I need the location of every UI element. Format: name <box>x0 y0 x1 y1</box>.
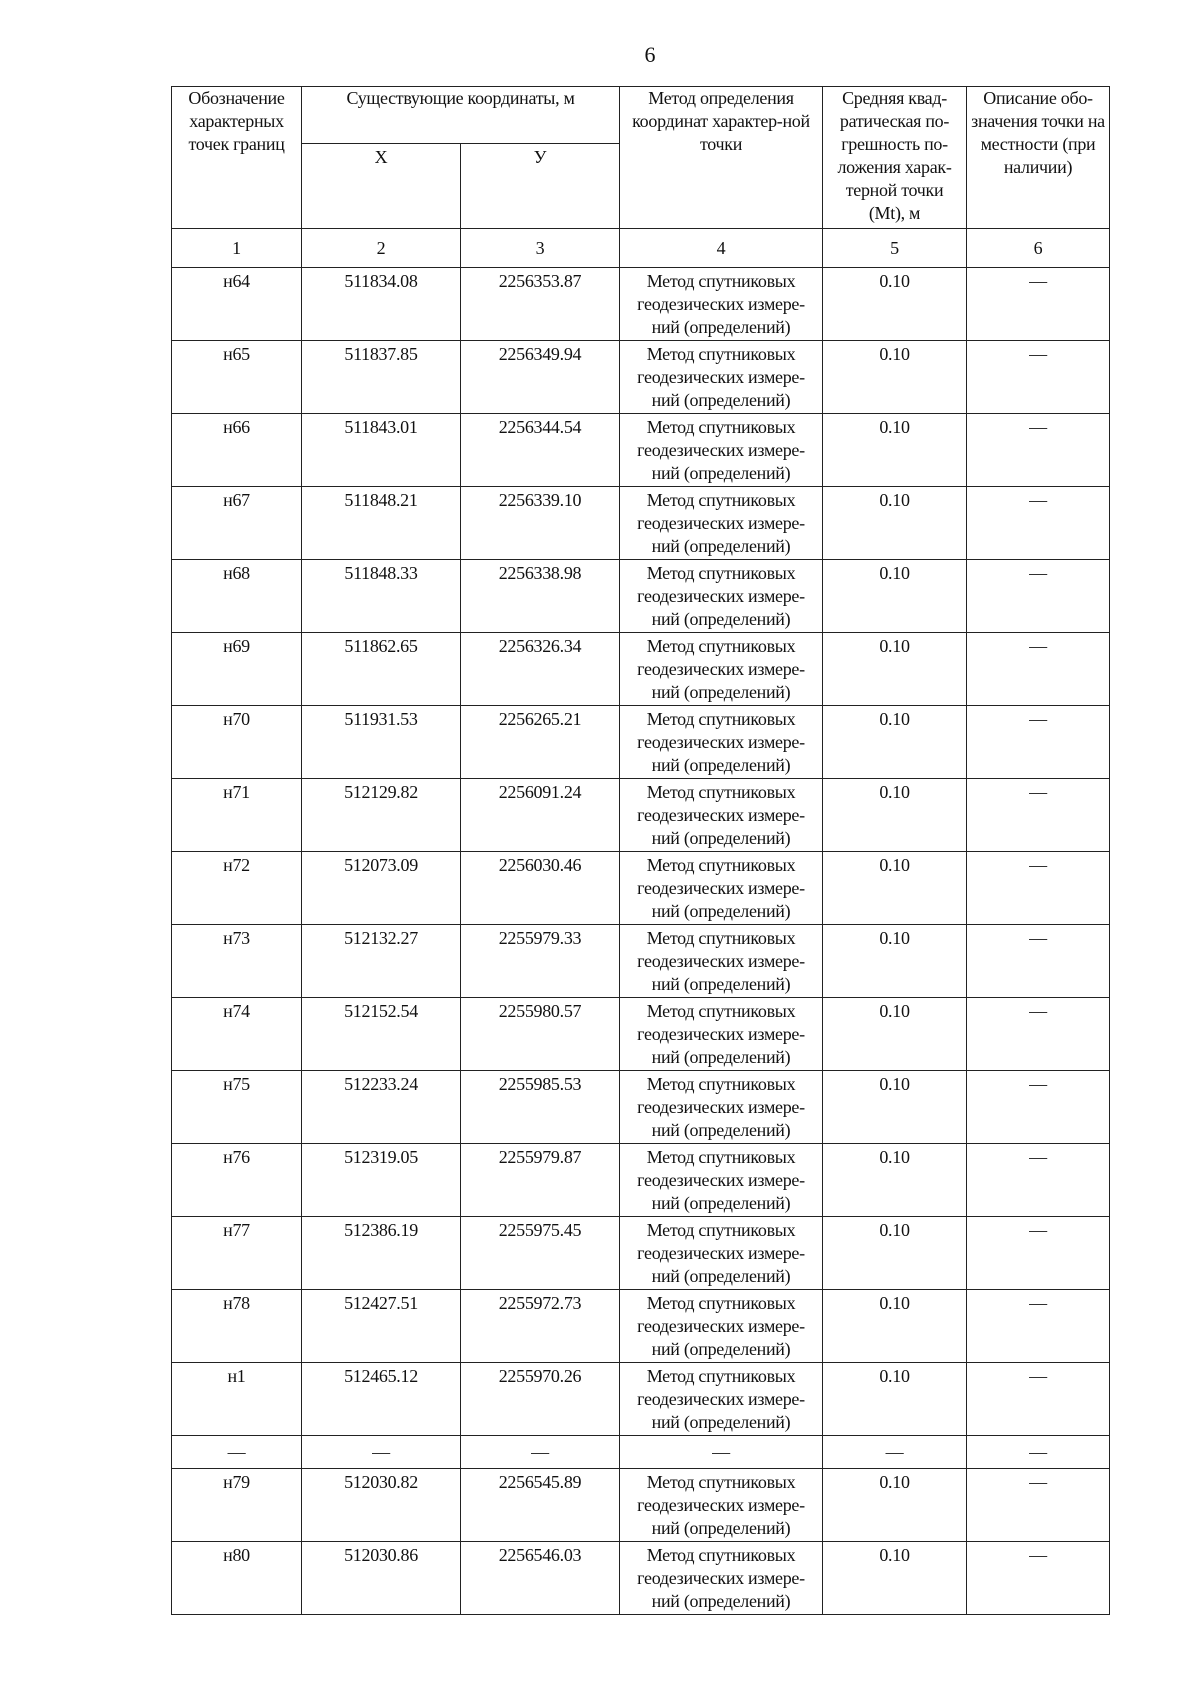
cell-mt: 0.10 <box>823 1469 967 1542</box>
cell-point: н69 <box>172 633 302 706</box>
cell-method: Метод спутниковых геодезических измере-ний (определений) <box>620 487 823 560</box>
cell-method: Метод спутниковых геодезических измере-ний (определений) <box>620 341 823 414</box>
cell-x: 512132.27 <box>302 925 461 998</box>
table-row <box>172 706 1110 779</box>
cell-x: 512465.12 <box>302 1363 461 1436</box>
header-point-designation: Обозначение характерных точек границ <box>172 87 302 229</box>
cell-y: 2255980.57 <box>461 998 620 1071</box>
cell-mt: 0.10 <box>823 1542 967 1615</box>
cell-y: 2255979.87 <box>461 1144 620 1217</box>
column-number: 4 <box>620 229 823 268</box>
cell-method: Метод спутниковых геодезических измере-ний (определений) <box>620 268 823 341</box>
column-number: 1 <box>172 229 302 268</box>
cell-description: — <box>967 925 1110 998</box>
cell-mt: 0.10 <box>823 779 967 852</box>
cell-x: 512386.19 <box>302 1217 461 1290</box>
cell-x: 511843.01 <box>302 414 461 487</box>
cell-method: Метод спутниковых геодезических измере-ний (определений) <box>620 1363 823 1436</box>
cell-point: н70 <box>172 706 302 779</box>
cell-mt: 0.10 <box>823 852 967 925</box>
header-x: X <box>302 144 461 229</box>
table-row <box>172 1217 1110 1290</box>
cell-x: 512233.24 <box>302 1071 461 1144</box>
cell-point: н74 <box>172 998 302 1071</box>
cell-mt: 0.10 <box>823 1217 967 1290</box>
cell-method: Метод спутниковых геодезических измере-ний (определений) <box>620 998 823 1071</box>
table-row <box>172 268 1110 341</box>
column-number: 2 <box>302 229 461 268</box>
cell-description: — <box>967 1542 1110 1615</box>
cell-mt: 0.10 <box>823 633 967 706</box>
cell-description: — <box>967 414 1110 487</box>
table-row <box>172 1290 1110 1363</box>
column-number: 6 <box>967 229 1110 268</box>
cell-mt: 0.10 <box>823 487 967 560</box>
cell-point: н80 <box>172 1542 302 1615</box>
table-row <box>172 1469 1110 1542</box>
cell-description: — <box>967 1436 1110 1469</box>
cell-description: — <box>967 560 1110 633</box>
cell-point: н65 <box>172 341 302 414</box>
cell-y: 2256353.87 <box>461 268 620 341</box>
cell-description: — <box>967 1290 1110 1363</box>
cell-mt: 0.10 <box>823 925 967 998</box>
cell-y: 2256339.10 <box>461 487 620 560</box>
cell-mt: 0.10 <box>823 1290 967 1363</box>
cell-method: Метод спутниковых геодезических измере-ний (определений) <box>620 1290 823 1363</box>
cell-y: 2255972.73 <box>461 1290 620 1363</box>
table-row <box>172 1542 1110 1615</box>
cell-x: 512129.82 <box>302 779 461 852</box>
cell-mt: 0.10 <box>823 706 967 779</box>
cell-x: 512319.05 <box>302 1144 461 1217</box>
cell-x: 512030.82 <box>302 1469 461 1542</box>
cell-x: 511931.53 <box>302 706 461 779</box>
table-row <box>172 998 1110 1071</box>
cell-method: Метод спутниковых геодезических измере-ний (определений) <box>620 925 823 998</box>
cell-point: н68 <box>172 560 302 633</box>
cell-description: — <box>967 341 1110 414</box>
cell-mt: 0.10 <box>823 560 967 633</box>
cell-x: 512073.09 <box>302 852 461 925</box>
cell-point: н76 <box>172 1144 302 1217</box>
cell-method: Метод спутниковых геодезических измере-ний (определений) <box>620 706 823 779</box>
cell-description: — <box>967 1217 1110 1290</box>
cell-x: 512427.51 <box>302 1290 461 1363</box>
cell-method: — <box>620 1436 823 1469</box>
cell-point: н1 <box>172 1363 302 1436</box>
cell-method: Метод спутниковых геодезических измере-ний (определений) <box>620 1542 823 1615</box>
table-row <box>172 633 1110 706</box>
cell-point: н72 <box>172 852 302 925</box>
cell-x: 512030.86 <box>302 1542 461 1615</box>
column-number: 3 <box>461 229 620 268</box>
cell-description: — <box>967 998 1110 1071</box>
column-number-row <box>172 229 1110 268</box>
cell-mt: 0.10 <box>823 414 967 487</box>
cell-method: Метод спутниковых геодезических измере-ний (определений) <box>620 414 823 487</box>
table-row <box>172 1144 1110 1217</box>
table-row <box>172 925 1110 998</box>
cell-point: н71 <box>172 779 302 852</box>
cell-point: н67 <box>172 487 302 560</box>
cell-x: 511837.85 <box>302 341 461 414</box>
cell-mt: 0.10 <box>823 1071 967 1144</box>
table-row <box>172 414 1110 487</box>
cell-y: 2256030.46 <box>461 852 620 925</box>
cell-method: Метод спутниковых геодезических измере-ний (определений) <box>620 852 823 925</box>
cell-y: 2255975.45 <box>461 1217 620 1290</box>
cell-method: Метод спутниковых геодезических измере-ний (определений) <box>620 633 823 706</box>
cell-y: 2256091.24 <box>461 779 620 852</box>
cell-point: н64 <box>172 268 302 341</box>
cell-description: — <box>967 1363 1110 1436</box>
cell-method: Метод спутниковых геодезических измере-ний (определений) <box>620 1144 823 1217</box>
cell-method: Метод спутниковых геодезических измере-ний (определений) <box>620 1071 823 1144</box>
cell-y: 2256338.98 <box>461 560 620 633</box>
cell-description: — <box>967 852 1110 925</box>
table-row <box>172 779 1110 852</box>
cell-x: 511862.65 <box>302 633 461 706</box>
cell-description: — <box>967 633 1110 706</box>
cell-y: 2255979.33 <box>461 925 620 998</box>
header-y: У <box>461 144 620 229</box>
cell-description: — <box>967 706 1110 779</box>
cell-y: 2256265.21 <box>461 706 620 779</box>
cell-mt: 0.10 <box>823 268 967 341</box>
table-row <box>172 852 1110 925</box>
cell-description: — <box>967 268 1110 341</box>
cell-mt: — <box>823 1436 967 1469</box>
cell-y: 2255970.26 <box>461 1363 620 1436</box>
cell-x: 511848.33 <box>302 560 461 633</box>
table-row <box>172 487 1110 560</box>
table-row <box>172 560 1110 633</box>
cell-description: — <box>967 779 1110 852</box>
header-point-description: Описание обо-значения точки на местности (при наличии) <box>967 87 1110 229</box>
cell-description: — <box>967 1144 1110 1217</box>
cell-y: 2256326.34 <box>461 633 620 706</box>
cell-mt: 0.10 <box>823 1144 967 1217</box>
cell-point: н79 <box>172 1469 302 1542</box>
header-method: Метод определения координат характер-ной точки <box>620 87 823 229</box>
cell-mt: 0.10 <box>823 1363 967 1436</box>
cell-y: 2256349.94 <box>461 341 620 414</box>
table-body <box>172 268 1110 1615</box>
cell-method: Метод спутниковых геодезических измере-ний (определений) <box>620 1217 823 1290</box>
cell-y: 2256344.54 <box>461 414 620 487</box>
cell-method: Метод спутниковых геодезических измере-ний (определений) <box>620 1469 823 1542</box>
cell-point: н73 <box>172 925 302 998</box>
cell-method: Метод спутниковых геодезических измере-ний (определений) <box>620 560 823 633</box>
cell-x: 511834.08 <box>302 268 461 341</box>
cell-mt: 0.10 <box>823 341 967 414</box>
cell-point: н77 <box>172 1217 302 1290</box>
cell-description: — <box>967 1071 1110 1144</box>
table-row <box>172 1071 1110 1144</box>
page-number: 6 <box>644 42 656 67</box>
cell-description: — <box>967 487 1110 560</box>
coordinates-table <box>171 86 1110 1615</box>
table-row <box>172 1363 1110 1436</box>
cell-point: — <box>172 1436 302 1469</box>
cell-x: — <box>302 1436 461 1469</box>
cell-y: 2256545.89 <box>461 1469 620 1542</box>
cell-y: — <box>461 1436 620 1469</box>
separator-row <box>172 1436 1110 1469</box>
header-mean-square-error: Средняя квад-ратическая по-грешность по-ложения харак-терной точки (Mt), м <box>823 87 967 229</box>
cell-x: 512152.54 <box>302 998 461 1071</box>
cell-y: 2256546.03 <box>461 1542 620 1615</box>
column-number: 5 <box>823 229 967 268</box>
header-existing-coordinates: Существующие координаты, м <box>302 87 620 144</box>
cell-y: 2255985.53 <box>461 1071 620 1144</box>
cell-method: Метод спутниковых геодезических измере-ний (определений) <box>620 779 823 852</box>
table-row <box>172 341 1110 414</box>
cell-x: 511848.21 <box>302 487 461 560</box>
cell-mt: 0.10 <box>823 998 967 1071</box>
cell-point: н66 <box>172 414 302 487</box>
cell-description: — <box>967 1469 1110 1542</box>
cell-point: н75 <box>172 1071 302 1144</box>
cell-point: н78 <box>172 1290 302 1363</box>
